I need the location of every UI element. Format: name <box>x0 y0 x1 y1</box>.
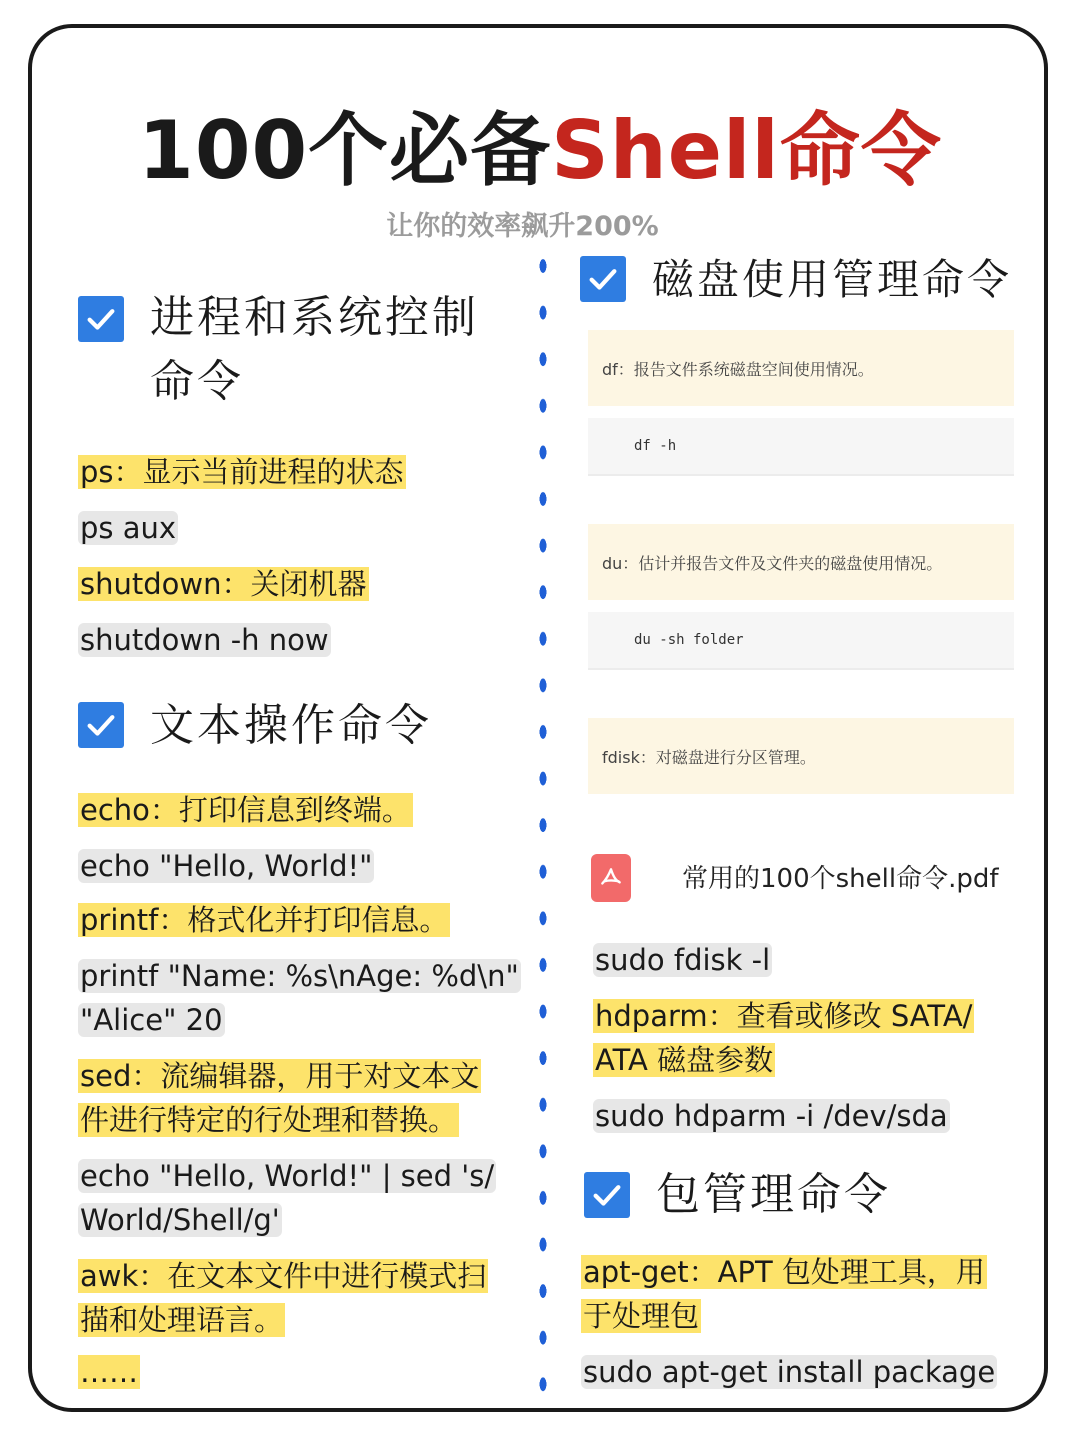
hdparm-description: hdparm：查看或修改 SATA/ ATA 磁盘参数 <box>595 999 973 1077</box>
apt-command: sudo apt-get install package <box>583 1355 996 1389</box>
ellipsis: …… <box>80 1355 138 1389</box>
sed-command: echo "Hello, World!" | sed 's/ World/Shell/g' <box>80 1159 495 1237</box>
df-description: df：报告文件系统磁盘空间使用情况。 <box>588 330 1014 406</box>
section-heading-process <box>150 286 479 414</box>
pdf-icon[interactable] <box>591 854 631 902</box>
checkbox-icon <box>78 296 124 342</box>
column-divider <box>537 258 549 1398</box>
checkbox-icon <box>78 702 124 748</box>
shutdown-command: shutdown -h now <box>80 623 329 657</box>
printf-description: printf：格式化并打印信息。 <box>80 903 449 937</box>
title-accent: Shell命令 <box>551 104 942 197</box>
section-heading-package: 包管理命令 <box>656 1169 891 1220</box>
du-description: du：估计并报告文件及文件夹的磁盘使用情况。 <box>588 524 1014 600</box>
ps-description: ps：显示当前进程的状态 <box>80 455 404 489</box>
hdparm-command: sudo hdparm -i /dev/sda <box>595 1099 948 1133</box>
shutdown-description: shutdown：关闭机器 <box>80 567 367 601</box>
section-heading-disk: 磁盘使用管理命令 <box>652 255 1013 304</box>
checkbox-icon <box>580 256 626 302</box>
du-command: du -sh folder <box>588 612 1014 670</box>
section-heading-text: 文本操作命令 <box>150 700 432 751</box>
title-prefix: 100个必备 <box>138 104 552 197</box>
df-command: df -h <box>588 418 1014 476</box>
checkbox-icon <box>584 1172 630 1218</box>
printf-command: printf "Name: %s\nAge: %d\n" "Alice" 20 <box>80 959 519 1037</box>
page-title <box>0 86 1080 201</box>
awk-description: awk：在文本文件中进行模式扫 描和处理语言。 <box>80 1259 487 1337</box>
echo-description: echo：打印信息到终端。 <box>80 793 411 827</box>
sed-description: sed：流编辑器，用于对文本文 件进行特定的行处理和替换。 <box>80 1059 480 1137</box>
page-subtitle: 让你的效率飙升200% <box>386 211 659 242</box>
ps-command: ps aux <box>80 511 177 545</box>
heading-line: 命令 <box>150 356 244 407</box>
heading-line: 进程和系统控制 <box>150 292 479 343</box>
echo-command: echo "Hello, World!" <box>80 849 373 883</box>
fdisk-description: fdisk：对磁盘进行分区管理。 <box>588 718 1014 794</box>
apt-description: apt-get：APT 包处理工具，用 于处理包 <box>583 1255 985 1333</box>
fdisk-command: sudo fdisk -l <box>595 943 771 977</box>
pdf-filename[interactable]: 常用的100个shell命令.pdf <box>682 864 999 894</box>
